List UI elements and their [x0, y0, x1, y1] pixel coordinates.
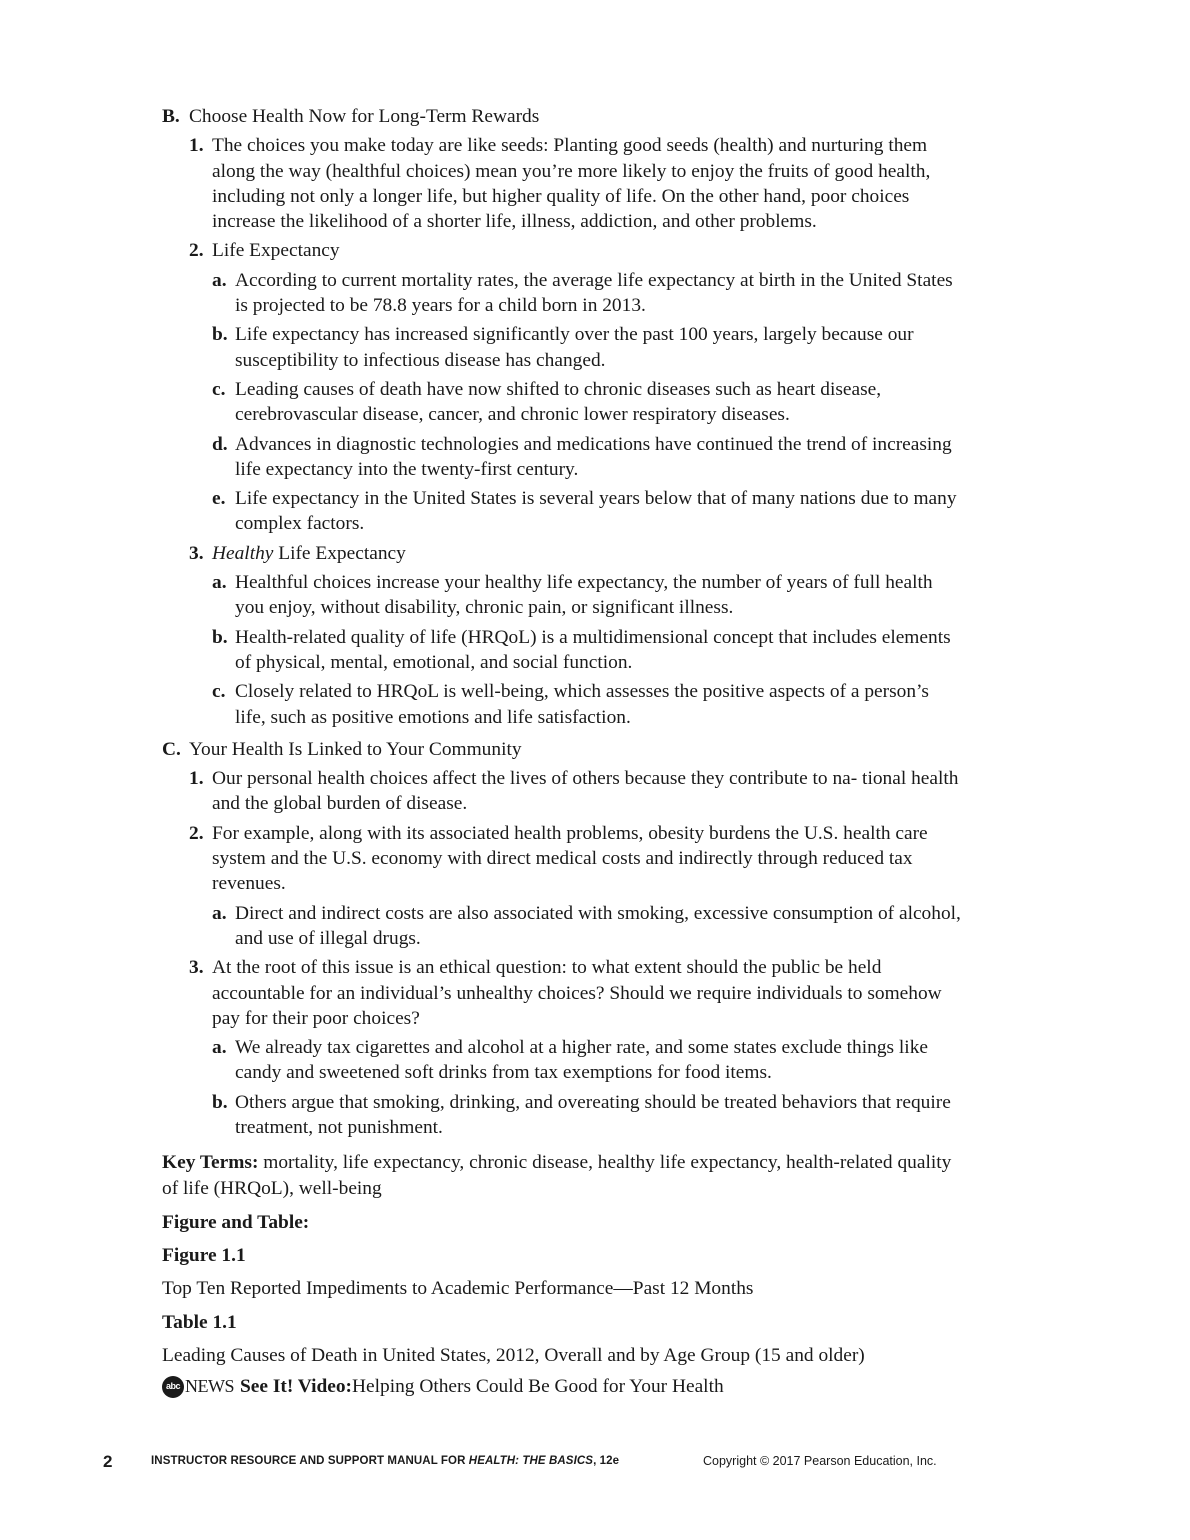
b-item-2c — [212, 377, 962, 428]
b-item-2d-text: Advances in diagnostic technologies and medications have continued the trend of increasing life expectancy into the twenty-first century. — [235, 433, 952, 480]
c-item-3b — [212, 1090, 962, 1141]
b-item-2d-label: d. — [212, 433, 228, 455]
c-item-2-text: For example, along with its associated health problems, obesity burdens the U.S. health care system and the U.S. economy with direct medical costs and indirectly through reduced tax revenues. — [212, 822, 928, 895]
manual-title — [151, 1455, 619, 1467]
key-terms — [162, 1150, 962, 1201]
b-item-3c — [212, 679, 962, 730]
b-item-3c-label: c. — [212, 681, 226, 703]
b-item-3-label: 3. — [189, 542, 204, 564]
c-item-3-text: At the root of this issue is an ethical question: to what extent should the public be held accountable for an individual’s unhealthy choices? Should we require individuals to somehow pay for their poor choices? — [212, 957, 942, 1029]
video-reference — [162, 1374, 962, 1399]
b-item-3a-label: a. — [212, 572, 227, 594]
b-item-2d — [212, 432, 962, 483]
b-item-3b-text: Health-related quality of life (HRQoL) is a multidimensional concept that includes elements of physical, mental, emotional, and social function. — [235, 626, 951, 673]
document-body — [162, 104, 962, 1400]
b-item-2a-label: a. — [212, 269, 227, 291]
b-item-2a — [212, 268, 962, 319]
b-item-3-italic: Healthy — [212, 542, 274, 564]
copyright: Copyright © 2017 Pearson Education, Inc. — [703, 1454, 937, 1468]
c-item-1 — [189, 766, 962, 817]
b-item-3-rest: Life Expectancy — [273, 542, 406, 564]
b-item-2b-label: b. — [212, 324, 228, 346]
c-item-2a-text: Direct and indirect costs are also associated with smoking, excessive consumption of alcohol, and use of illegal drugs. — [235, 902, 961, 949]
b-item-2c-text: Leading causes of death have now shifted to chronic diseases such as heart disease, cerebrovascular disease, cancer, and chronic lower respiratory diseases. — [235, 378, 882, 426]
figures-heading: Figure and Table: — [162, 1211, 310, 1233]
c-item-2-label: 2. — [189, 822, 204, 844]
table-caption: Leading Causes of Death in United States, 2012, Overall and by Age Group (15 and older) — [162, 1345, 865, 1367]
b-item-2b — [212, 322, 962, 373]
b-item-1-text: The choices you make today are like seeds: Planting good seeds (health) and nurturing them along the way (healthful choices) mean you’re more likely to enjoy the fruits of good health, including not only a longer life, but higher quality of life. On the other hand, poor choices increase the likelihood of a shorter life, illness, addiction, and other problems. — [212, 135, 931, 233]
c-item-1-text: Our personal health choices affect the lives of others because they contribute to na- tional health and the global burden of disease. — [212, 768, 959, 815]
b-item-2-text: Life Expectancy — [212, 240, 340, 262]
b-item-3c-text: Closely related to HRQoL is well-being, which assesses the positive aspects of a person’s life, such as positive emotions and life satisfaction. — [235, 681, 929, 728]
figure-label: Figure 1.1 — [162, 1245, 246, 1267]
c-item-3a-text: We already tax cigarettes and alcohol at a higher rate, and some states exclude things like candy and sweetened soft drinks from tax exemptions for food items. — [235, 1037, 928, 1084]
manual-prefix: INSTRUCTOR RESOURCE AND SUPPORT MANUAL FOR — [151, 1455, 469, 1467]
c-item-3b-text: Others argue that smoking, drinking, and overeating should be treated behaviors that require treatment, not punishment. — [235, 1091, 951, 1138]
c-item-2a — [212, 901, 962, 952]
manual-suffix: , 12e — [593, 1455, 620, 1467]
b-item-2a-text: According to current mortality rates, the average life expectancy at birth in the United States is projected to be 78.8 years for a child born in 2013. — [235, 269, 953, 317]
section-c-title: Your Health Is Linked to Your Community — [189, 738, 522, 760]
c-item-3b-label: b. — [212, 1091, 228, 1113]
b-item-3a-text: Healthful choices increase your healthy life expectancy, the number of years of full health you enjoy, without disability, chronic pain, or significant illness. — [235, 572, 933, 619]
c-item-3a-label: a. — [212, 1037, 227, 1059]
video-title: Helping Others Could Be Good for Your Health — [352, 1376, 724, 1398]
figure-caption: Top Ten Reported Impediments to Academic Performance—Past 12 Months — [162, 1278, 754, 1300]
b-item-3-text — [212, 541, 962, 566]
c-item-3a — [212, 1035, 962, 1086]
manual-book-title: HEALTH: THE BASICS — [468, 1455, 594, 1467]
b-item-3b-label: b. — [212, 626, 228, 648]
b-item-2e — [212, 486, 962, 537]
b-item-2 — [189, 238, 962, 263]
b-item-3 — [189, 541, 962, 566]
section-b-heading — [162, 104, 962, 129]
key-terms-label: Key Terms: — [162, 1152, 259, 1174]
b-item-2e-text: Life expectancy in the United States is several years below that of many nations due to many complex factors. — [235, 488, 957, 535]
abc-news-logo — [162, 1374, 234, 1399]
c-item-3 — [189, 955, 962, 1031]
c-item-2 — [189, 821, 962, 897]
abc-logo-word: NEWS — [185, 1376, 234, 1397]
b-item-2c-label: c. — [212, 378, 226, 400]
abc-logo-circle: abc — [162, 1376, 184, 1398]
b-item-2b-text: Life expectancy has increased significantly over the past 100 years, largely because our susceptibility to infectious disease has changed. — [235, 324, 914, 371]
table-label: Table 1.1 — [162, 1311, 237, 1333]
b-item-2-label: 2. — [189, 240, 204, 262]
b-item-1-label: 1. — [189, 135, 204, 157]
section-b-title: Choose Health Now for Long-Term Rewards — [189, 106, 540, 127]
b-item-3a — [212, 570, 962, 621]
section-c-heading — [162, 737, 962, 762]
b-item-3b — [212, 625, 962, 676]
section-c-label: C. — [162, 738, 181, 760]
c-item-3-label: 3. — [189, 957, 204, 979]
c-item-2a-label: a. — [212, 902, 227, 924]
section-b-label: B. — [162, 106, 180, 127]
page-number: 2 — [103, 1452, 113, 1471]
b-item-1 — [189, 133, 962, 234]
key-terms-text: mortality, life expectancy, chronic disease, healthy life expectancy, health-related quality of life (HRQoL), well-being — [162, 1152, 952, 1199]
b-item-2e-label: e. — [212, 488, 226, 510]
video-label: See It! Video: — [240, 1376, 353, 1398]
c-item-1-label: 1. — [189, 768, 204, 790]
